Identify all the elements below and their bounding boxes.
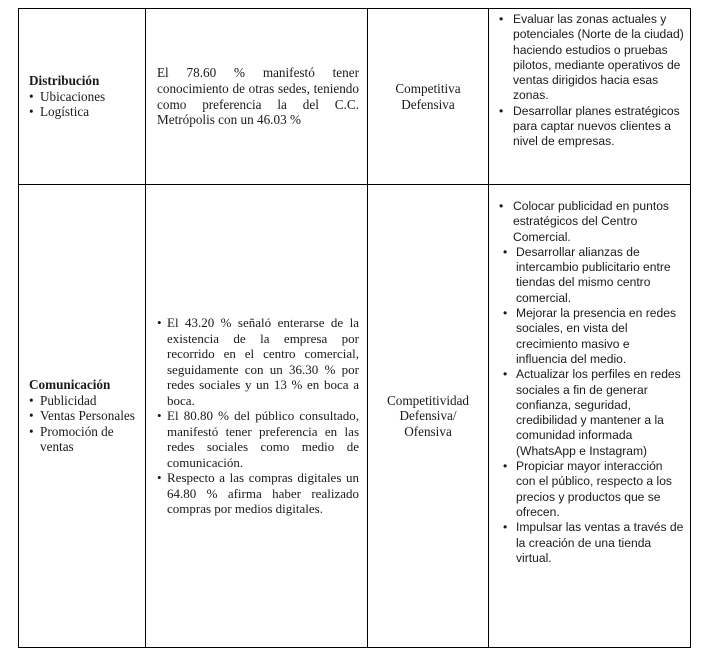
actions-list [497,199,684,566]
action-item: • Mejorar la presencia en redes sociales, en vista del crecimiento masivo e influencia del medio. [497,306,684,367]
category-cell [19,9,146,185]
finding-cell [146,9,368,185]
actions-cell [489,185,691,648]
category-item: • Ventas Personales [29,408,137,424]
category-title: Distribución [29,73,100,89]
action-item: • Desarrollar planes estratégicos para captar nuevos clientes a nivel de empresas. [497,104,684,150]
strategy-table [18,8,691,648]
findings-list [157,315,359,517]
category-cell [19,185,146,648]
actions-cell [489,9,691,185]
category-item: • Promoción de ventas [29,424,137,455]
strategy-cell: Competitividad Defensiva/ Ofensiva [368,185,489,648]
action-item: • Impulsar las ventas a través de la creación de una tienda virtual. [497,520,684,566]
category-item: • Publicidad [29,393,137,409]
action-item: • Colocar publicidad en puntos estratégicos del Centro Comercial. [497,199,684,245]
strategy-cell: Competitiva Defensiva [368,9,489,185]
action-item: • Actualizar los perfiles en redes sociales a fin de generar confianza, seguridad, credibilidad y mantener a la comunidad informada (WhatsApp e Instagram) [497,367,684,459]
table-row [19,185,691,648]
category-list [29,89,137,120]
category-list [29,393,137,455]
findings-cell [146,185,368,648]
category-item: • Ubicaciones [29,89,137,105]
action-item: • Evaluar las zonas actuales y potenciales (Norte de la ciudad) haciendo estudios o pruebas pilotos, mediante operativos de ventas dirigidos hacia esas zonas. [497,12,684,104]
category-item: • Logística [29,104,137,120]
action-item: • Desarrollar alianzas de intercambio publicitario entre tiendas del mismo centro comercial. [497,245,684,306]
actions-list [497,12,684,150]
category-title: Comunicación [29,377,111,393]
finding-item: • El 80.80 % del público consultado, manifestó tener preferencia en las redes sociales como medio de comunicación. [157,408,359,470]
table-row [19,9,691,185]
finding-item: • El 43.20 % señaló enterarse de la existencia de la empresa por recorrido en el centro comercial, seguidamente con un 36.30 % por redes sociales y un 13 % en boca a boca. [157,315,359,408]
action-item: • Propiciar mayor interacción con el público, respecto a los precios y productos que se ofrecen. [497,459,684,520]
finding-text: El 78.60 % manifestó tener conocimiento de otras sedes, teniendo como preferencia la del C.C. Metrópolis con un 46.03 % [157,65,359,128]
finding-item: • Respecto a las compras digitales un 64.80 % afirma haber realizado compras por medios digitales. [157,470,359,517]
